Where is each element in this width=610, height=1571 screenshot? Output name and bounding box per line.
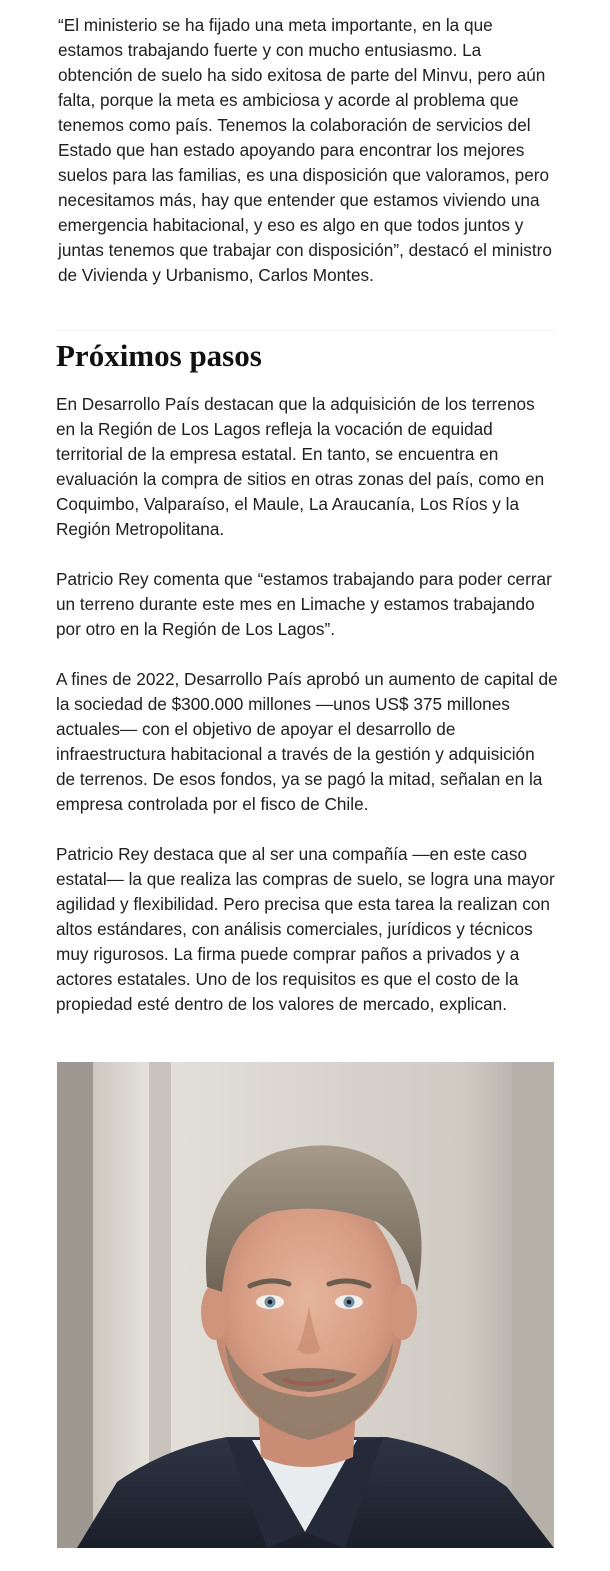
portrait-photo [57,1062,554,1548]
minister-quote-paragraph: “El ministerio se ha fijado una meta importante, en la que estamos trabajando fuerte y con mucho entusiasmo. La obtención de suelo ha sido exitosa de parte del Minvu, pero aún falta, porque la meta es ambiciosa y acorde al problema que tenemos como país. Tenemos la colaboración de servicios del Estado que han estado apoyando para encontrar los mejores suelos para las familias, es una disposición que valoramos, pero necesitamos más, hay que entender que estamos viviendo una emergencia habitacional, y eso es algo en que todos juntos y juntas tenemos que trabajar con disposición”, destacó el ministro de Vivienda y Urbanismo, Carlos Montes. [58,15,552,285]
section-divider [56,330,554,331]
section-heading: Próximos pasos [56,338,262,373]
article-paragraph-1: En Desarrollo País destacan que la adquisición de los terrenos en la Región de Los Lagos refleja la vocación de equidad territorial de la empresa estatal. En tanto, se encuentra en evaluación la compra de sitios en otras zonas del país, como en Coquimbo, Valparaíso, el Maule, La Araucanía, Los Ríos y la Región Metropolitana. [56,394,545,539]
article-paragraph-3: A fines de 2022, Desarrollo País aprobó un aumento de capital de la sociedad de $300.000 millones —unos US$ 375 millones actuales— con el objetivo de apoyar el desarrollo de infraestructura habitacional a través de la gestión y adquisición de terrenos. De esos fondos, ya se pagó la mitad, señalan en la empresa controlada por el fisco de Chile. [56,669,558,814]
article-paragraph-2: Patricio Rey comenta que “estamos trabajando para poder cerrar un terreno durante este mes en Limache y estamos trabajando por otro en la Región de Los Lagos”. [56,569,552,639]
article-paragraph-4: Patricio Rey destaca que al ser una compañía —en este caso estatal— la que realiza las compras de suelo, se logra una mayor agilidad y flexibilidad. Pero precisa que esta tarea la realizan con altos estándares, con análisis comerciales, jurídicos y técnicos muy rigurosos. La firma puede comprar paños a privados y a actores estatales. Uno de los requisitos es que el costo de la propiedad esté dentro de los valores de mercado, explican. [56,844,555,1014]
